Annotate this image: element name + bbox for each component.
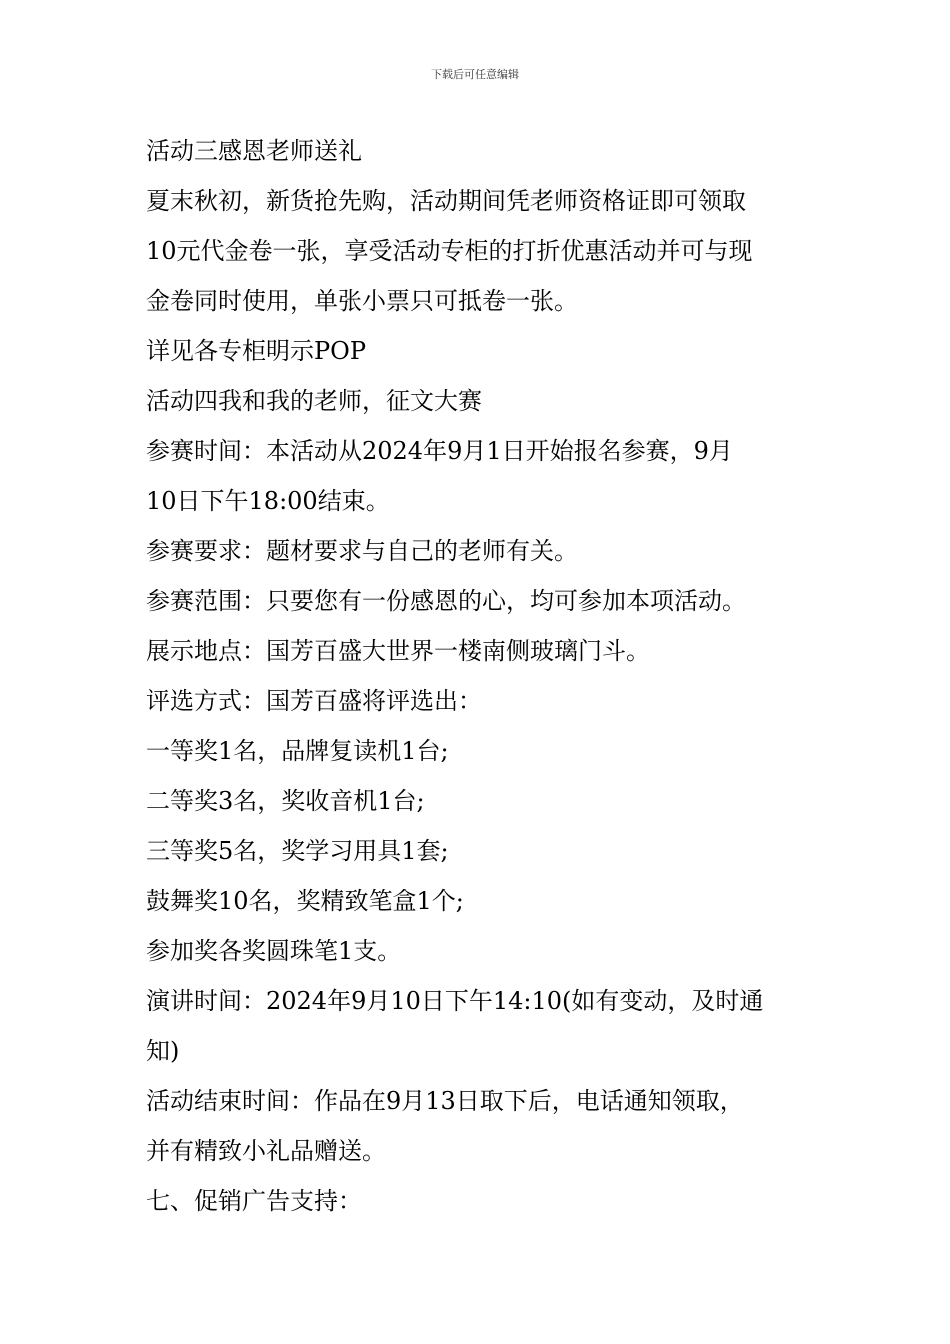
contest-requirement: 参赛要求：题材要求与自己的老师有关。 [146, 537, 578, 565]
activity-3-desc-line-3: 金卷同时使用，单张小票只可抵卷一张。 [146, 287, 578, 315]
end-time-line-1: 活动结束时间：作品在9月13日取下后，电话通知领取， [146, 1087, 744, 1115]
prize-first: 一等奖1名，品牌复读机1台; [146, 737, 449, 765]
prize-participation: 参加奖各奖圆珠笔1支。 [146, 937, 402, 965]
pop-note: 详见各专柜明示POP [146, 337, 366, 365]
section-7-heading: 七、促销广告支持： [146, 1187, 362, 1215]
end-time-line-2: 并有精致小礼品赠送。 [146, 1137, 386, 1165]
speech-time-line-2: 知) [146, 1037, 180, 1065]
prize-encouragement: 鼓舞奖10名，奖精致笔盒1个; [146, 887, 464, 915]
contest-scope: 参赛范围：只要您有一份感恩的心，均可参加本项活动。 [146, 587, 746, 615]
selection-method: 评选方式：国芳百盛将评选出： [146, 687, 482, 715]
display-location: 展示地点：国芳百盛大世界一楼南侧玻璃门斗。 [146, 637, 650, 665]
activity-3-title: 活动三感恩老师送礼 [146, 137, 362, 165]
prize-third: 三等奖5名，奖学习用具1套; [146, 837, 449, 865]
speech-time-line-1: 演讲时间：2024年9月10日下午14:10(如有变动，及时通 [146, 987, 764, 1015]
activity-3-desc-line-2: 10元代金卷一张，享受活动专柜的打折优惠活动并可与现 [146, 237, 753, 265]
contest-time-line-1: 参赛时间：本活动从2024年9月1日开始报名参赛，9月 [146, 437, 733, 465]
activity-4-title: 活动四我和我的老师，征文大赛 [146, 387, 482, 415]
prize-second: 二等奖3名，奖收音机1台; [146, 787, 425, 815]
contest-time-line-2: 10日下午18:00结束。 [146, 487, 390, 515]
activity-3-desc-line-1: 夏末秋初，新货抢先购，活动期间凭老师资格证即可领取 [146, 187, 746, 215]
page-header: 下载后可任意编辑 [431, 68, 519, 81]
document-body [146, 126, 811, 1226]
